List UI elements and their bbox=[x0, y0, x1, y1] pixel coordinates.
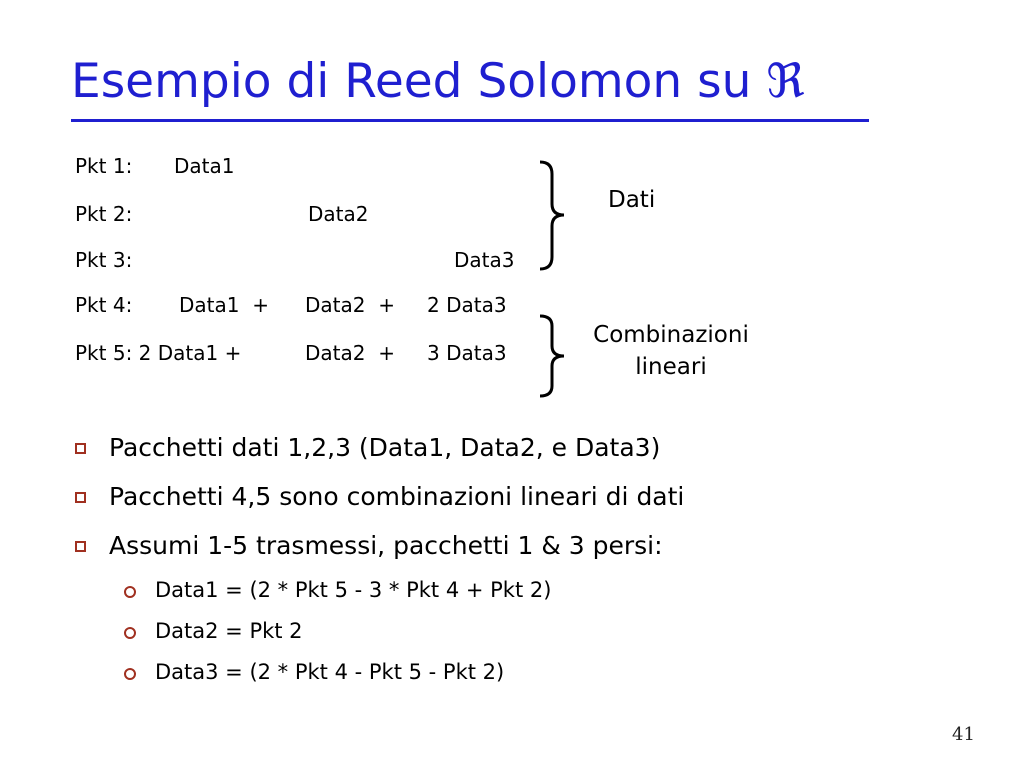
group-label-combinations bbox=[583, 319, 759, 383]
page-number: 41 bbox=[952, 724, 975, 745]
pkt2-data2: Data2 bbox=[308, 202, 369, 226]
title-underline bbox=[71, 119, 869, 122]
pkt3-data3: Data3 bbox=[454, 248, 515, 272]
sub-bullet-text: Data1 = (2 * Pkt 5 - 3 * Pkt 4 + Pkt 2) bbox=[155, 578, 552, 602]
square-bullet-icon bbox=[75, 541, 86, 552]
pkt4-term1: Data1 + bbox=[179, 293, 269, 317]
slide-title: Esempio di Reed Solomon su ℜ bbox=[71, 54, 805, 109]
pkt5-term3: 3 Data3 bbox=[427, 341, 507, 365]
square-bullet-icon bbox=[75, 492, 86, 503]
pkt2-label: Pkt 2: bbox=[75, 202, 133, 226]
group-label-combinations-line1: Combinazioni bbox=[593, 322, 749, 348]
pkt4-label: Pkt 4: bbox=[75, 293, 133, 317]
group-label-combinations-line2: lineari bbox=[635, 354, 707, 381]
group-label-data: Dati bbox=[608, 187, 656, 213]
sub-bullet-text: Data3 = (2 * Pkt 4 - Pkt 5 - Pkt 2) bbox=[155, 660, 505, 684]
square-bullet-icon bbox=[75, 443, 86, 454]
pkt5-label: Pkt 5: 2 Data1 + bbox=[75, 341, 242, 365]
pkt1-data1: Data1 bbox=[174, 154, 235, 178]
pkt1-label: Pkt 1: bbox=[75, 154, 133, 178]
pkt5-term2: Data2 + bbox=[305, 341, 395, 365]
bullet-text: Pacchetti 4,5 sono combinazioni lineari di dati bbox=[109, 482, 685, 511]
pkt3-label: Pkt 3: bbox=[75, 248, 133, 272]
circle-bullet-icon bbox=[124, 668, 136, 680]
right-brace-data bbox=[536, 158, 576, 273]
sub-bullet-text: Data2 = Pkt 2 bbox=[155, 619, 303, 643]
pkt4-term2: Data2 + bbox=[305, 293, 395, 317]
right-brace-combinations bbox=[536, 312, 576, 400]
circle-bullet-icon bbox=[124, 627, 136, 639]
bullet-text: Pacchetti dati 1,2,3 (Data1, Data2, e Data3) bbox=[109, 433, 661, 462]
circle-bullet-icon bbox=[124, 586, 136, 598]
pkt4-term3: 2 Data3 bbox=[427, 293, 507, 317]
bullet-text: Assumi 1-5 trasmessi, pacchetti 1 & 3 persi: bbox=[109, 531, 663, 560]
